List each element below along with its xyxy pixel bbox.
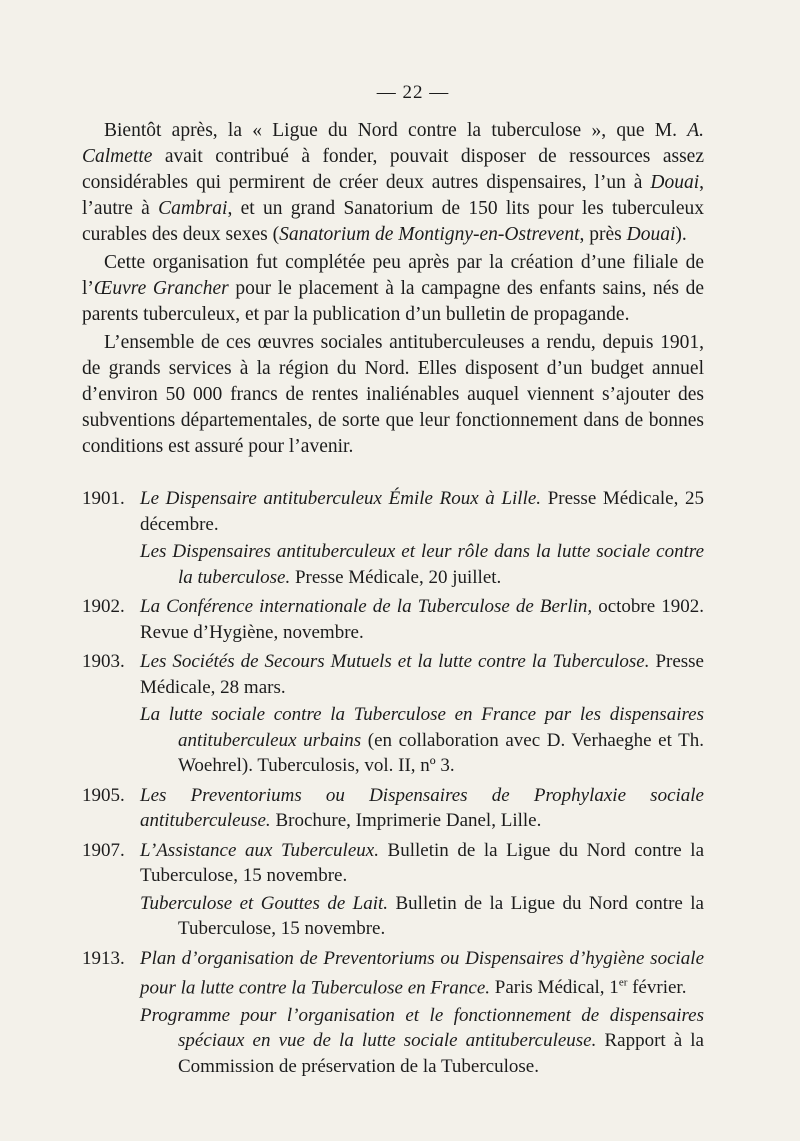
- text-run: L’ensemble de ces œuvres sociales antituberculeuses a rendu, depuis 1901, de grands services à la région du Nord. Elles disposent d’un budget annuel d’environ 50 000 francs de rentes inaliénables auquel viennent s’ajouter des subventions départementales, de sorte que leur fonctionnement dans de bonnes conditions est assuré pour l’avenir.: [82, 332, 704, 457]
- text-run: Brochure, Imprimerie Danel, Lille.: [270, 810, 542, 831]
- text-run: Bulletin de la Ligue du Nord contre la Tuberculose, 15 novembre.: [140, 839, 704, 886]
- italic-text: La lutte sociale contre la Tuberculose en France par les dispensaires antituberculeux urbains: [140, 704, 704, 751]
- bibliography-year-block: [82, 649, 704, 779]
- text-run: , et un grand Sanatorium de 150 lits pour les tuberculeux curables des deux sexes (: [82, 198, 704, 245]
- italic-text: Les Sociétés de Secours Mutuels et la lutte contre la Tuberculose.: [140, 651, 650, 672]
- bibliography-year-block: [82, 486, 704, 590]
- bibliography-year-block: [82, 838, 704, 942]
- bibliography-entry: [82, 486, 704, 537]
- italic-text: Douai: [650, 172, 700, 193]
- text-run: Bulletin de la Ligue du Nord contre la Tuberculose, 15 novembre.: [178, 892, 704, 939]
- bibliography-entry: [82, 1003, 704, 1080]
- text-run: pour le placement à la campagne des enfants sains, nés de parents tuberculeux, et par la publication d’un bulletin de propagande.: [82, 278, 704, 325]
- text-run: (en collaboration avec D. Verhaeghe et Th. Woehrel). Tuberculosis, vol. II, nº 3.: [178, 729, 704, 776]
- bibliography-list: [82, 486, 704, 1079]
- paragraph: [82, 330, 704, 460]
- text-run: , l’autre à: [82, 172, 704, 219]
- bibliography-year: 1901.: [82, 488, 125, 509]
- italic-text: Sanatorium de Montigny-en-Ostrevent: [279, 224, 580, 245]
- text-run: Presse Médicale, 28 mars.: [140, 651, 704, 698]
- bibliography-entry: [82, 946, 704, 1001]
- text-run: Bientôt après, la « Ligue du Nord contre la tuberculose », que M.: [104, 120, 688, 141]
- text-run: Presse Médicale, 25 décembre.: [140, 488, 704, 535]
- text-run: octobre 1902. Revue d’Hygiène, novembre.: [140, 596, 704, 643]
- italic-text: Les Dispensaires antituberculeux et leur rôle dans la lutte sociale contre la tuberculose.: [140, 541, 704, 588]
- bibliography-entry: [82, 539, 704, 590]
- italic-text: Le Dispensaire antituberculeux Émile Roux à Lille.: [140, 488, 542, 509]
- bibliography-entry: [82, 649, 704, 700]
- text-run: Rapport à la Commission de préservation de la Tuberculose.: [178, 1030, 704, 1077]
- text-run: ).: [675, 224, 687, 245]
- bibliography-year: 1903.: [82, 651, 125, 672]
- paragraph: [82, 250, 704, 328]
- bibliography-year: 1902.: [82, 596, 125, 617]
- text-run: avait contribué à fonder, pouvait disposer de ressources assez considérables qui permirent de créer deux autres dispensaires, l’un à: [82, 146, 704, 193]
- italic-text: Douai: [626, 224, 676, 245]
- bibliography-entry: [82, 594, 704, 645]
- italic-text: A. Calmette: [82, 120, 704, 167]
- italic-text: Les Preventoriums ou Dispensaires de Prophylaxie sociale antituberculeuse.: [140, 784, 704, 831]
- italic-text: Cambrai: [158, 198, 228, 219]
- paragraph: [82, 118, 704, 248]
- text-run: , près: [579, 224, 627, 245]
- italic-text: Tuberculose et Gouttes de Lait.: [140, 892, 389, 914]
- italic-text: La Conférence internationale de la Tuberculose de Berlin,: [140, 596, 593, 617]
- bibliography-year-block: [82, 946, 704, 1080]
- bibliography-entry: [82, 783, 704, 834]
- bibliography-year: 1907.: [82, 839, 125, 861]
- text-run: Cette organisation fut complétée peu après par la création d’une filiale de l’: [82, 252, 704, 299]
- bibliography-entry: [82, 838, 704, 889]
- bibliography-entry: [82, 891, 704, 942]
- bibliography-year: 1905.: [82, 784, 125, 806]
- bibliography-year-block: [82, 783, 704, 834]
- page-number: — 22 —: [376, 82, 450, 103]
- body-text: [82, 118, 704, 460]
- bibliography-entry: [82, 702, 704, 779]
- text-run: Presse Médicale, 20 juillet.: [290, 566, 502, 588]
- italic-text: Programme pour l’organisation et le fonctionnement de dispensaires spéciaux en vue de la lutte sociale antituberculeuse.: [140, 1004, 704, 1052]
- bibliography-year: 1913.: [82, 947, 125, 969]
- italic-text: L’Assistance aux Tuberculeux.: [140, 839, 379, 861]
- bibliography-year-block: [82, 594, 704, 645]
- text-run: Paris Médical, 1er février.: [490, 977, 687, 999]
- italic-text: Plan d’organisation de Preventoriums ou Dispensaires d’hygiène sociale pour la lutte contre la Tuberculose en France.: [140, 947, 704, 999]
- italic-text: Œuvre Grancher: [93, 278, 229, 299]
